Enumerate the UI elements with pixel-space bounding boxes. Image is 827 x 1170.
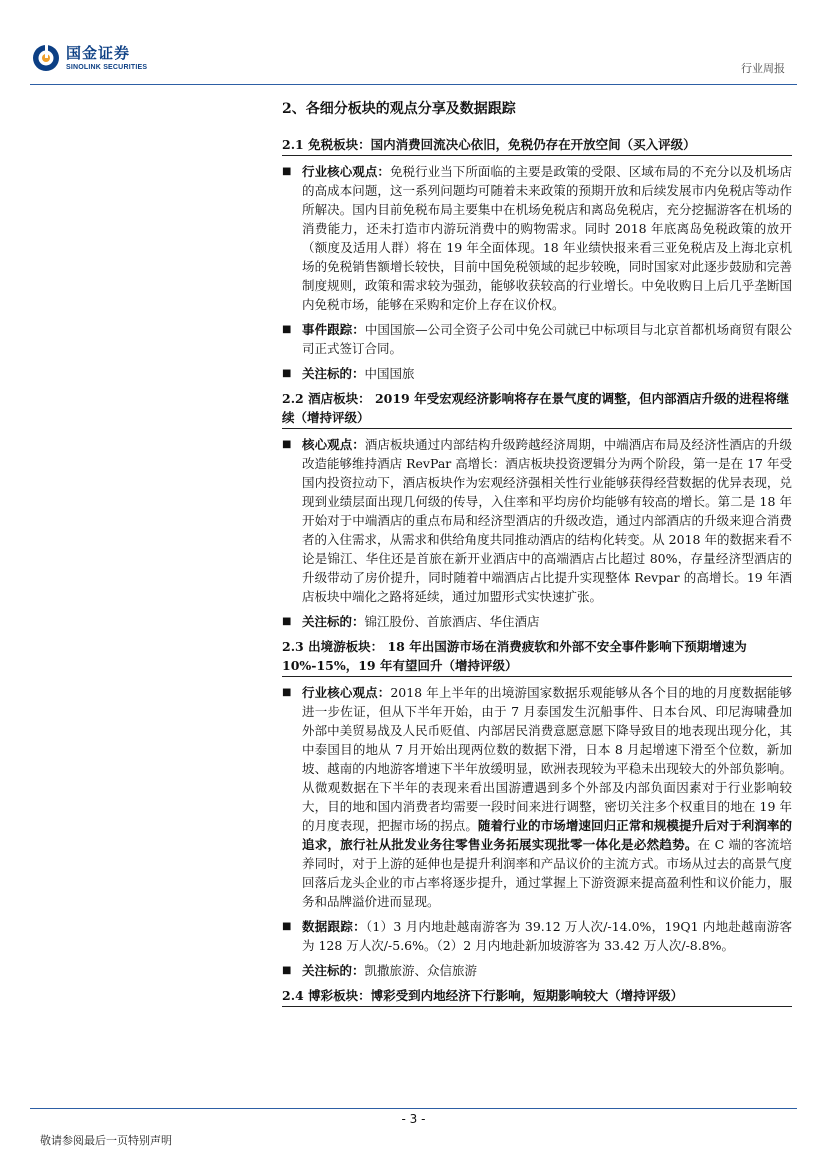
logo-icon [32,44,60,72]
bullet-item [282,612,792,631]
bullet-tail-text: 在 C 端的客流培养同时，对于上游的延伸也是提升利润率和产品议价的主流方式。市场从过去的高景气度回落后龙头企业的市占率将逐步提升，通过掌握上下游资源来提高盈利性和议价能力，服务和品牌溢价进而显现。 [302,837,792,909]
document-body [282,100,792,1013]
bullet-item [282,364,792,383]
bullet-square-icon: ■ [282,921,292,932]
bullet-text: 酒店板块通过内部结构升级跨越经济周期，中端酒店布局及经济性酒店的升级改造能够维持酒店 RevPar 高增长：酒店板块投资逻辑分为两个阶段，第一是在 17 年受国内投资拉动下，酒店板块作为宏观经济强相关性行业能够获得经营数据的优异表现，兑现到业绩层面出现几何级的传导，入住率和平均房价均能够有较高的增长。第二是 18 年开始对于中端酒店的重点布局和经济型酒店的升级改造，通过内部酒店的升级来迎合消费者的入住需求，从需求和供给角度共同推动酒店的结构化转变。从 2018 年的数据来看不论是锦江、华住还是首旅在新开业酒店中的高端酒店占比超过 80%，存量经济型酒店的升级带动了房价提升，同时随着中端酒店占比提升实现整体 Revpar 的高增长。19 年酒店板块中端化之路将延续，通过加盟形式实快速扩张。 [302,437,792,604]
bullet-label: 行业核心观点： [302,685,391,700]
footer-divider [30,1108,797,1109]
company-logo [32,44,147,72]
bullet-text: 锦江股份、首旅酒店、华住酒店 [364,614,540,629]
page-number: - 3 - [401,1112,426,1126]
bullet-square-icon: ■ [282,616,292,627]
section-title: 2、各细分板块的观点分享及数据跟踪 [282,101,516,117]
bullet-text: 凯撒旅游、众信旅游 [364,963,478,978]
bullet-label: 关注标的： [302,614,365,629]
bullet-text: 中国国旅 [364,366,415,381]
bullet-text: （1）3 月内地赴越南游客为 39.12 万人次/-14.0%，19Q1 内地赴越南游客为 128 万人次/-5.6%。（2）2 月内地赴新加坡游客为 33.42 万人次/-8.8%。 [302,919,792,953]
bullet-label: 行业核心观点： [302,164,390,179]
subsection-title-hotel: 2.2 酒店板块： 2019 年受宏观经济影响将存在景气度的调整，但内部酒店升级的进程将继续（增持评级） [282,389,792,429]
bullet-item [282,917,792,955]
bullet-square-icon: ■ [282,965,292,976]
bullet-label: 关注标的： [302,963,365,978]
subsection-title-gaming: 2.4 博彩板块：博彩受到内地经济下行影响，短期影响较大（增持评级） [282,986,792,1007]
bullet-item [282,320,792,358]
footer-disclaimer: 敬请参阅最后一页特别声明 [40,1134,172,1147]
bullet-text: 免税行业当下所面临的主要是政策的受限、区域布局的不充分以及机场店的高成本问题，这一系列问题均可随着未来政策的预期开放和后续发展市内免税店等动作所解决。国内目前免税布局主要集中在机场免税店和离岛免税店，充分挖掘游客在机场的消费能力，还未打造市内游玩消费中的购物需求。同时 2018 年底离岛免税政策的放开（额度及适用人群）将在 19 年全面体现。18 年业绩快报来看三亚免税店及上海北京机场的免税销售额增长较快，目前中国免税领域的起步较晚，同时国家对此逐步鼓励和完善制度规则，政策和需求较为强劲，能够收获较高的行业增长。中免收购日上后几乎垄断国内免税市场，能够在采购和定价上存在议价权。 [302,164,792,312]
logo-chinese-name: 国金证券 [66,43,131,62]
report-type-label: 行业周报 [741,62,785,75]
bullet-item [282,435,792,606]
bullet-square-icon: ■ [282,687,292,698]
bullet-label: 关注标的： [302,366,365,381]
bullet-text: 2018 年上半年的出境游国家数据乐观能够从各个目的地的月度数据能够进一步佐证，但从下半年开始，由于 7 月泰国发生沉船事件、日本台风、印尼海啸叠加外部中美贸易战及人民币贬值、内部居民消费意愿意愿下降导致目的地表现出现分化，其中泰国目的地从 7 月开始出现两位数的数据下滑，日本 8 月起增速下滑至个位数，新加坡、越南的内地游客增速下半年放缓明显，欧洲表现较为平稳未出现较大的外部负影响。从微观数据在下半年的表现来看出国游遭遇到多个外部及内部负面因素对于行业影响较大，目的地和国内消费者均需要一段时间来进行调整，密切关注多个权重目的地在 19 年的月度表现，把握市场的拐点。 [302,685,792,833]
bullet-label: 事件跟踪： [302,322,365,337]
header-divider [30,84,797,85]
bullet-text: 中国国旅—公司全资子公司中免公司就已中标项目与北京首都机场商贸有限公司正式签订合同。 [302,322,792,356]
bullet-square-icon: ■ [282,324,292,335]
bullet-square-icon: ■ [282,368,292,379]
bullet-label: 核心观点： [302,437,365,452]
bullet-bold-text: 随着行业的市场增速回归正常和规模提升后对于利润率的追求，旅行社从批发业务往零售业务拓展实现批零一体化是必然趋势。 [302,818,792,852]
logo-english-name: SINOLINK SECURITIES [66,63,148,71]
bullet-item [282,162,792,314]
bullet-label: 数据跟踪： [302,919,366,934]
bullet-item [282,961,792,980]
page-header [0,0,827,90]
subsection-title-outbound-travel: 2.3 出境游板块： 18 年出国游市场在消费疲软和外部不安全事件影响下预期增速为 10%-15%，19 年有望回升（增持评级） [282,637,792,677]
subsection-title-duty-free: 2.1 免税板块：国内消费回流决心依旧，免税仍存在开放空间（买入评级） [282,135,792,156]
bullet-square-icon: ■ [282,166,292,177]
bullet-square-icon: ■ [282,439,292,450]
bullet-item [282,683,792,911]
